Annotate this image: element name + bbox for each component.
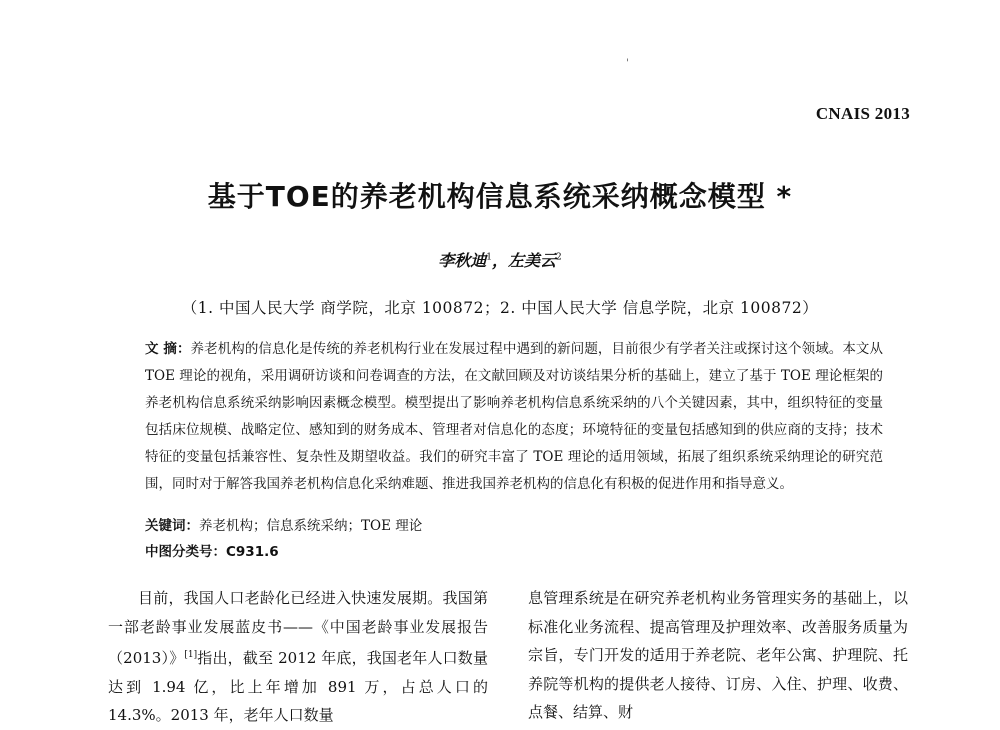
author-list (0, 248, 1000, 271)
abstract-label: 文 摘： (145, 341, 191, 357)
classification (145, 540, 279, 560)
keywords-text: 养老机构；信息系统采纳；TOE 理论 (199, 518, 423, 534)
keywords (145, 514, 422, 534)
body-text: 息管理系统是在研究养老机构业务管理实务的基础上，以标准化业务流程、提高管理及护理效率、改善服务质量为宗旨，专门开发的适用于养老院、老年公寓、护理院、托养院等机构的提供老人接待、订房、入住、护理、收费、点餐、结算、财 (528, 589, 908, 721)
author-name: 左美云 (508, 251, 557, 270)
scan-mark: ' (626, 58, 629, 69)
author-name: 李秋迪 (438, 251, 487, 270)
author-affil-mark: 2 (556, 252, 562, 263)
conference-label: CNAIS 2013 (815, 104, 910, 123)
author-separator: ， (491, 251, 508, 270)
paper-title: 基于TOE的养老机构信息系统采纳概念模型 * (207, 180, 793, 213)
classification-code: C931.6 (226, 544, 279, 560)
abstract-text: 养老机构的信息化是传统的养老机构行业在发展过程中遇到的新问题，目前很少有学者关注或探讨这个领域。本文从 TOE 理论的视角，采用调研访谈和问卷调查的方法，在文献回顾及对访谈结果分析的基础上，建立了基于 TOE 理论框架的养老机构信息系统采纳影响因素概念模型。模型提出了影响养老机构信息系统采纳的八个关键因素，其中，组织特征的变量包括床位规模、战略定位、感知到的财务成本、管理者对信息化的态度；环境特征的变量包括感知到的供应商的支持；技术特征的变量包括兼容性、复杂性及期望收益。我们的研究丰富了 TOE 理论的适用领域，拓展了组织系统采纳理论的研究范围，同时对于解答我国养老机构信息化采纳难题、推进我国养老机构的信息化有积极的促进作用和指导意义。 (145, 341, 884, 492)
citation-ref[interactable]: [1] (184, 650, 198, 660)
keywords-label: 关键词： (145, 518, 199, 534)
abstract (145, 336, 883, 498)
classification-label: 中图分类号： (145, 544, 226, 560)
body-text: 目前，我国人口老龄化已经进入快速发展期。我国第一部老龄事业发展蓝皮书——《中国老龄事业发展报告（2013）》 (108, 589, 488, 667)
author-affil-mark: 1 (486, 252, 492, 263)
body-column-left (108, 584, 488, 730)
body-column-right (528, 584, 908, 727)
affiliations: （1. 中国人民大学 商学院，北京 100872；2. 中国人民大学 信息学院，北京 100872） (181, 299, 819, 317)
body-text: 指出，截至 2012 年底，我国老年人口数量达到 1.94 亿，比上年增加 891 万，占总人口的 14.3%。2013 年，老年人口数量 (108, 649, 488, 724)
